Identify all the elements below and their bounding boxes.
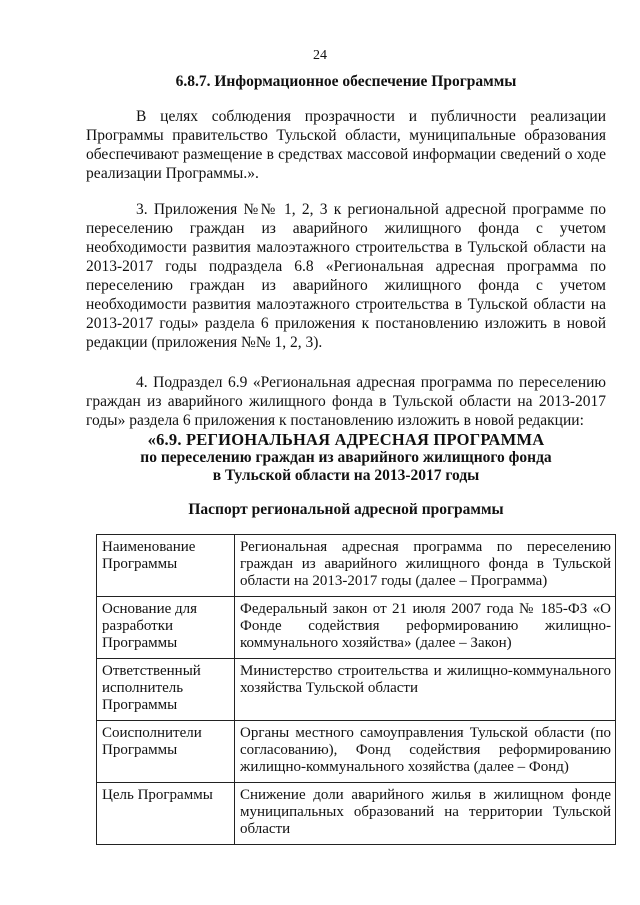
program-title-line-3: в Тульской области на 2013-2017 годы (212, 467, 480, 484)
table-row (97, 597, 616, 659)
row-value: Министерство строительства и жилищно-коммунального хозяйства Тульской области (235, 659, 616, 721)
table-row (97, 721, 616, 783)
passport-table (96, 534, 616, 845)
table-row (97, 535, 616, 597)
table-row (97, 659, 616, 721)
row-label: Наименование Программы (97, 535, 235, 597)
section-heading: 6.8.7. Информационное обеспечение Программы (175, 73, 517, 90)
row-value: Снижение доли аварийного жилья в жилищном фонде муниципальных образований на территории Тульской области (235, 783, 616, 845)
row-value: Региональная адресная программа по переселению граждан из аварийного жилищного фонда в Тульской области на 2013-2017 годы (далее – Программа) (235, 535, 616, 597)
page-number: 24 (313, 48, 327, 63)
row-value: Органы местного самоуправления Тульской области (по согласованию), Фонд содействия реформированию жилищно-коммунального хозяйства (далее – Фонд) (235, 721, 616, 783)
row-value: Федеральный закон от 21 июля 2007 года № 185-ФЗ «О Фонде содействия реформированию жилищно-коммунального хозяйства» (далее – Закон) (235, 597, 616, 659)
program-title (86, 431, 606, 485)
row-label: Основание для разработки Программы (97, 597, 235, 659)
paragraph-information-support: В целях соблюдения прозрачности и публичности реализации Программы правительство Тульской области, муниципальные образования обеспечивают размещение в средствах массовой информации сведений о ходе реализации Программы.». (86, 108, 606, 182)
program-title-line-2: по переселению граждан из аварийного жилищного фонда (140, 449, 552, 466)
paragraph-item-3: 3. Приложения №№ 1, 2, 3 к региональной адресной программе по переселению граждан из аварийного жилищного фонда с учетом необходимости развития малоэтажного строительства в Тульской области на 2013-2017 годы подраздела 6.8 «Региональная адресная программа по переселению граждан из аварийного жилищного фонда с учетом необходимости развития малоэтажного строительства в Тульской области на 2013-2017 годы» раздела 6 приложения к постановлению изложить в новой редакции (приложения №№ 1, 2, 3). (86, 201, 606, 351)
row-label: Соисполнители Программы (97, 721, 235, 783)
row-label: Цель Программы (97, 783, 235, 845)
program-title-line-1: «6.9. РЕГИОНАЛЬНАЯ АДРЕСНАЯ ПРОГРАММА (147, 430, 545, 449)
row-label: Ответственный исполнитель Программы (97, 659, 235, 721)
paragraph-item-4: 4. Подраздел 6.9 «Региональная адресная программа по переселению граждан из аварийного жилищного фонда в Тульской области на 2013-2017 годы» раздела 6 приложения к постановлению изложить в новой редакции: (86, 374, 606, 429)
passport-title: Паспорт региональной адресной программы (188, 501, 504, 518)
table-row (97, 783, 616, 845)
